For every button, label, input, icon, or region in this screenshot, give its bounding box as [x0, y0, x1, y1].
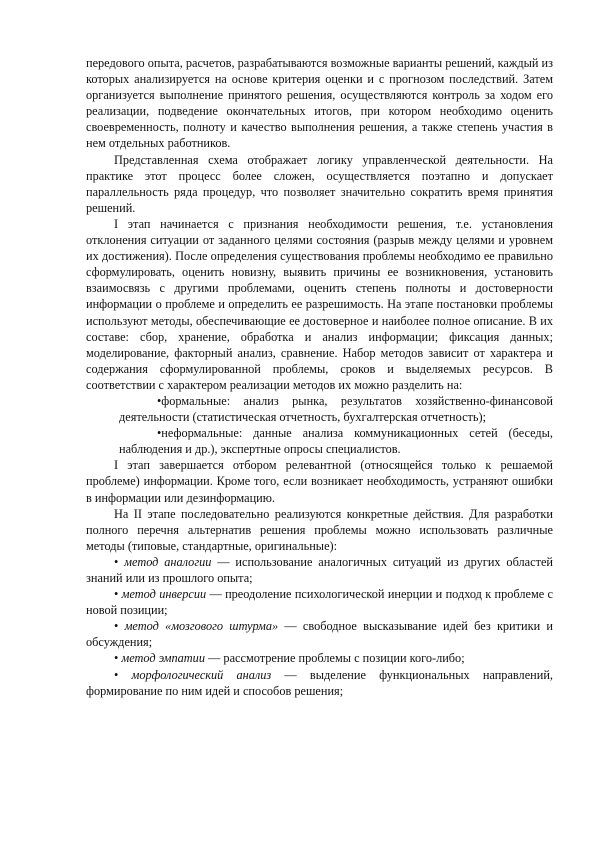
method-item-empathy [86, 650, 553, 666]
method-term: метод инверсии [121, 587, 207, 602]
bullet: • [114, 587, 122, 602]
bullet: • [114, 619, 125, 634]
list-item-informal-methods: •неформальные: данные анализа коммуникационных сетей (беседы, наблюдения и др.), экспертные опросы специалистов. [119, 426, 553, 457]
method-description: — свободное высказывание идей без критики и обсуждения; [86, 619, 553, 650]
method-description: — рассмотрение проблемы с позиции кого-либо; [204, 651, 465, 666]
bullet: • [114, 554, 125, 569]
method-term: метод «мозгового штурма» [124, 619, 279, 634]
method-term: морфологический анализ [131, 667, 272, 682]
method-description: — использование аналогичных ситуаций из других областей знаний или из прошлого опыта; [86, 554, 553, 585]
paragraph-stage-one-end: I этап завершается отбором релевантной (относящейся только к решаемой проблеме) информации. Кроме того, если возникает необходимость, устраняют ошибки в информации или дезинформацию. [86, 458, 553, 505]
paragraph-stage-two: На II этапе последовательно реализуются конкретные действия. Для разработки полного перечня альтернатив решения проблемы можно использовать различные методы (типовые, стандартные, оригинальные): [86, 506, 553, 553]
method-description: — выделение функциональных направлений, формирование по ним идей и способов решения; [86, 667, 553, 698]
paragraph-scheme-logic: Представленная схема отображает логику управленческой деятельности. На практике этот процесс более сложен, осуществляется поэтапно и допускает параллельность ряда процедур, что позволяет значительно сократить время принятия решений. [86, 152, 553, 215]
method-item-brainstorm [86, 618, 553, 650]
method-item-morphological [86, 667, 553, 699]
document-page [86, 55, 553, 699]
method-item-analogy [86, 554, 553, 586]
list-item-formal-methods: •формальные: анализ рынка, результатов хозяйственно-финансовой деятельности (статистическая отчетность, бухгалтерская отчетность); [119, 393, 553, 425]
method-term: метод аналогии [124, 554, 212, 569]
bullet: • [114, 667, 132, 682]
bullet: • [114, 651, 122, 666]
method-description: — преодоление психологической инерции и подход к проблеме с новой позиции; [86, 587, 553, 618]
method-item-inversion [86, 586, 553, 618]
paragraph-stage-one: I этап начинается с признания необходимости решения, т.е. установления отклонения ситуации от заданного целями состояния (разрыв между целями и уровнем их достижения). После определения существования проблемы необходимо ее правильно сформулировать, оценить новизну, выявить причины ее возникновения, установить взаимосвязь с другими проблемами, оценить степень полноты и достоверности информации о проблеме и определить ее разрешимость. На этапе постановки проблемы используют методы, обеспечивающие ее достоверное и наиболее полное описание. В их составе: сбор, хранение, обработка и анализ информации; фиксация данных; моделирование, факторный анализ, сравнение. Набор методов зависит от характера и содержания сформулированной проблемы, сроков и выделяемых ресурсов. В соответствии с характером реализации методов их можно разделить на: [86, 216, 553, 392]
paragraph-continuation: передового опыта, расчетов, разрабатываются возможные варианты решений, каждый из которых анализируется на основе критерия оценки и с прогнозом последствий. Затем организуется выполнение принятого решения, осуществляются контроль за ходом его реализации, подведение окончательных итогов, при котором необходимо оценить своевременность, полноту и качество выполнения решения, а также степень участия в нем отдельных работников. [86, 56, 553, 151]
method-term: метод эмпатии [121, 651, 205, 666]
